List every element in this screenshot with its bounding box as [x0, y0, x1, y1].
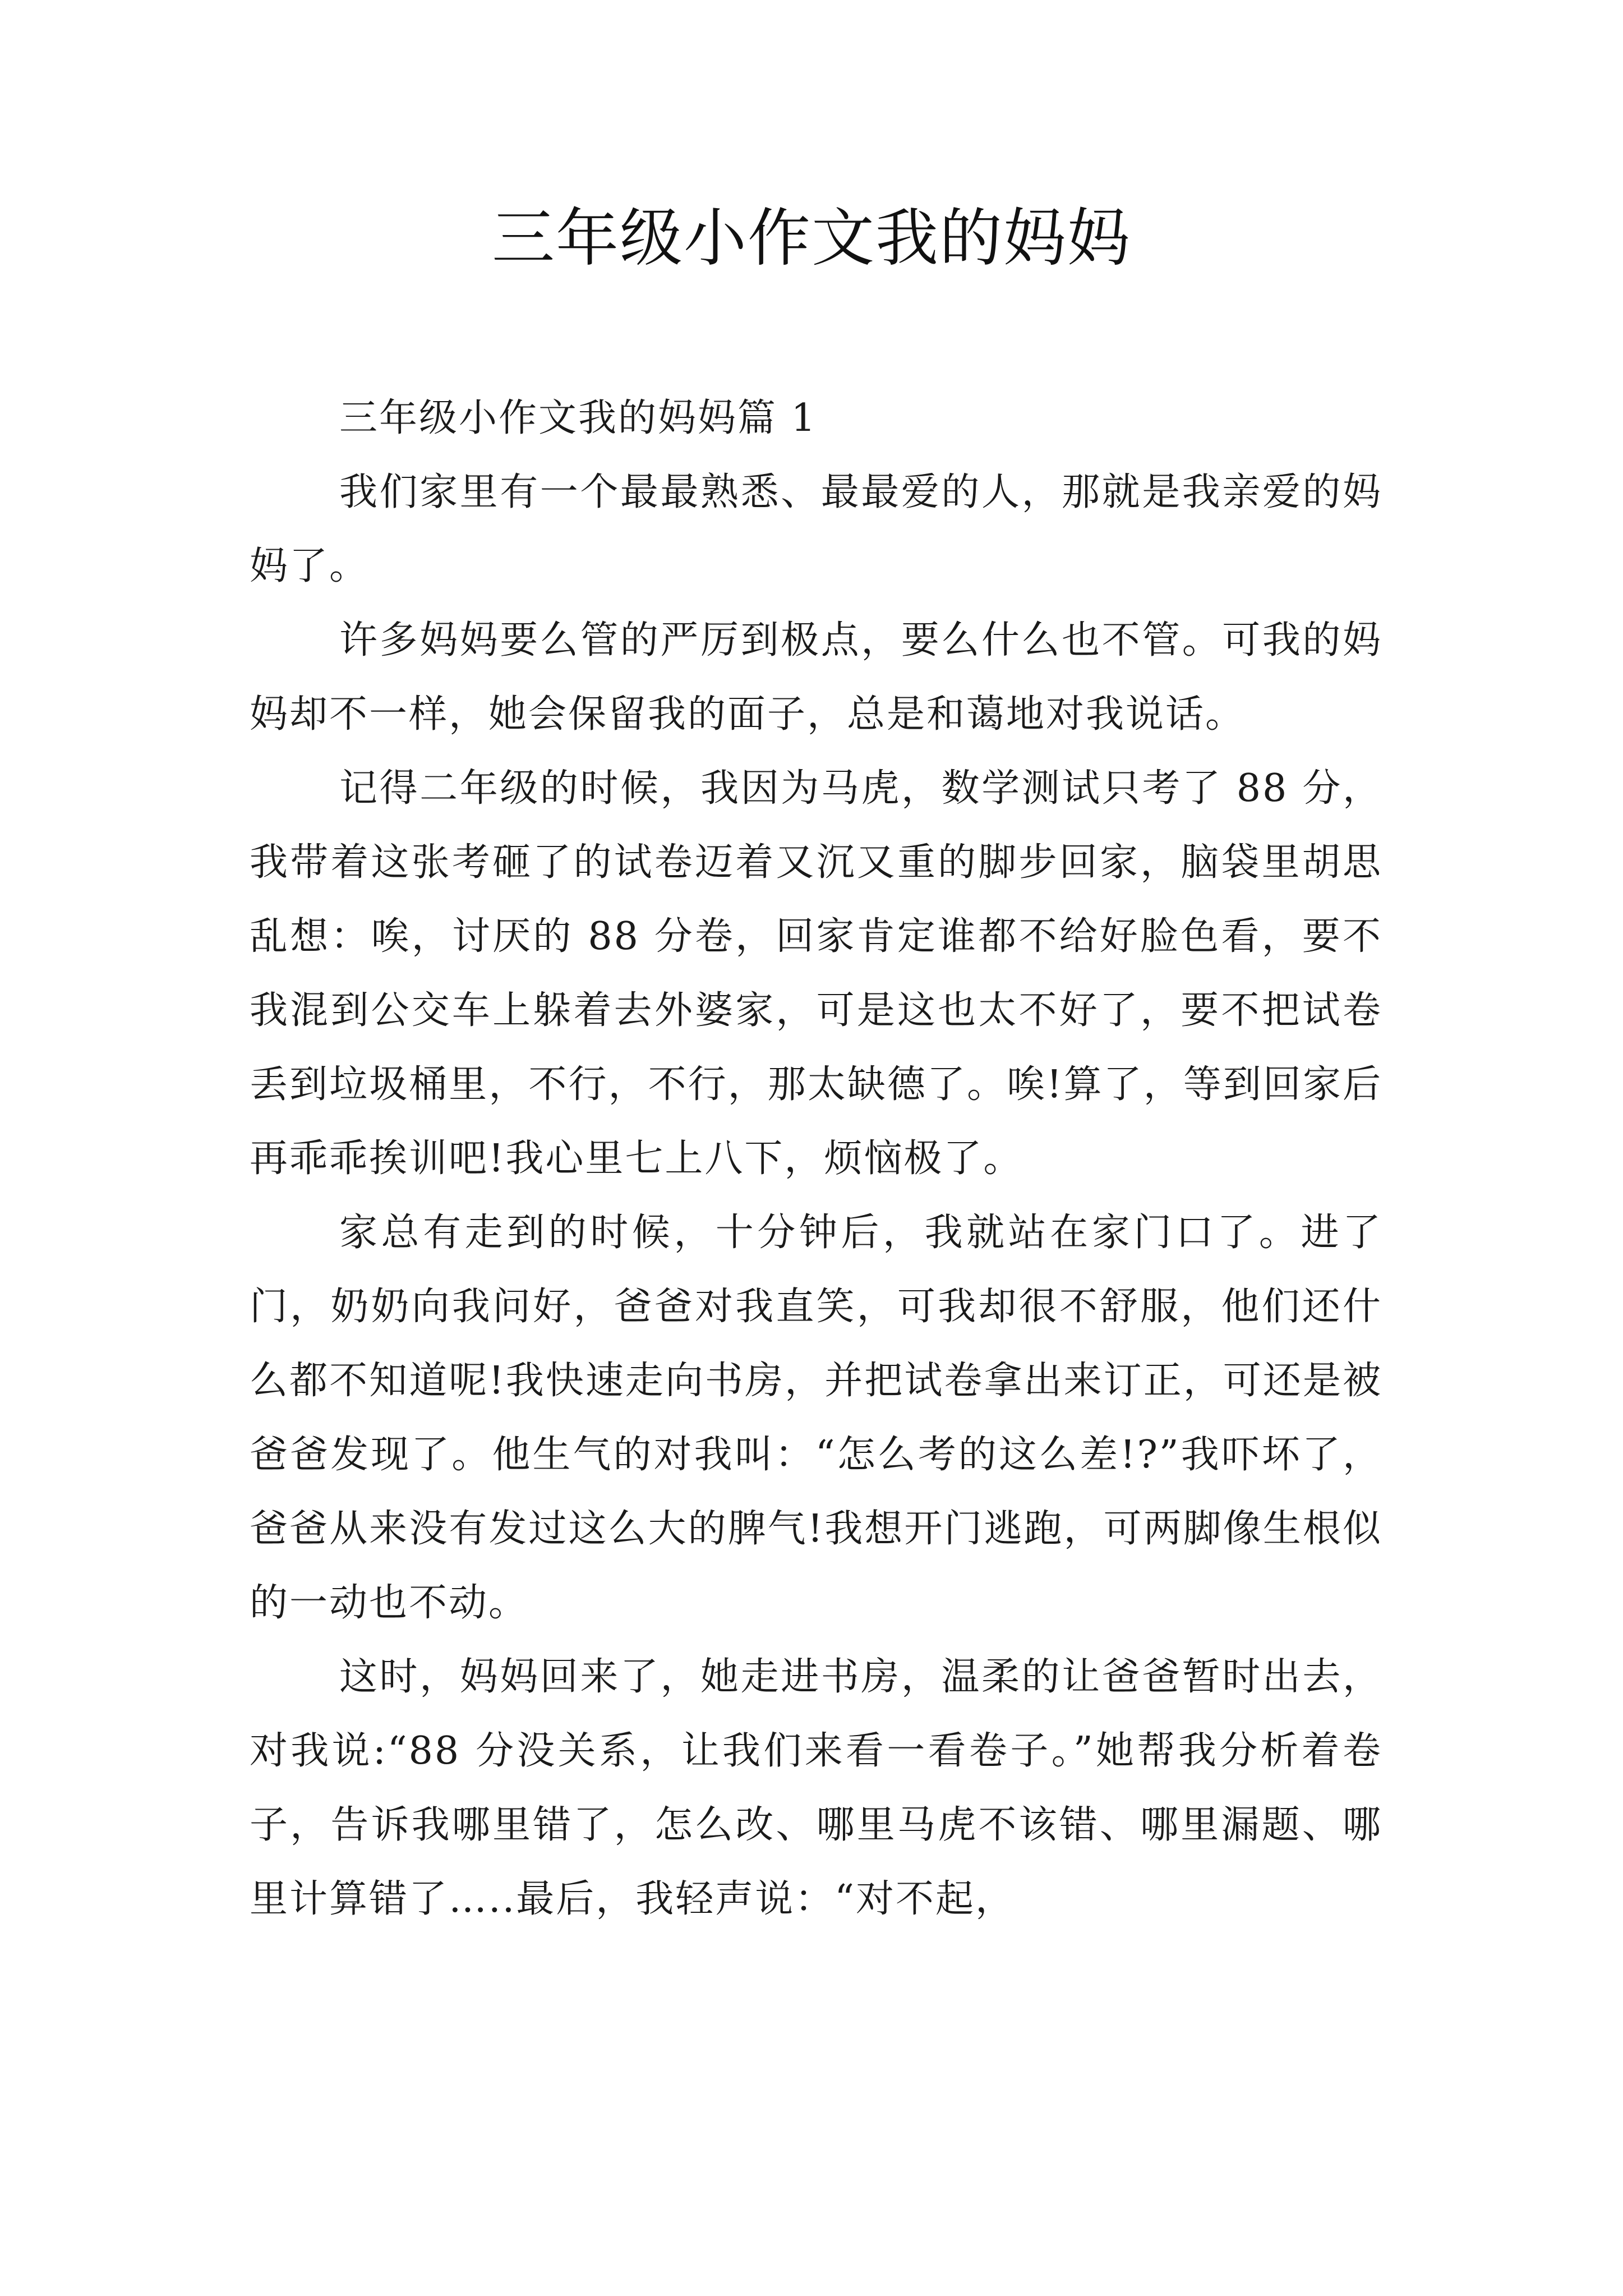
paragraph: 我们家里有一个最最熟悉、最最爱的人，那就是我亲爱的妈妈了。 — [250, 470, 1382, 588]
paragraph: 这时，妈妈回来了，她走进书房，温柔的让爸爸暂时出去，对我说:“88 分没关系，让我们来看一看卷子。”她帮我分析着卷子，告诉我哪里错了，怎么改、哪里马虎不该错、哪里漏题、哪里计算错了…..最后，我轻声说：“对不起， — [250, 1655, 1382, 1921]
paragraph: 记得二年级的时候，我因为马虎，数学测试只考了 88 分，我带着这张考砸了的试卷迈着又沉又重的脚步回家，脑袋里胡思乱想：唉，讨厌的 88 分卷，回家肯定谁都不给好脸色看，要不我混到公交车上躲着去外婆家，可是这也太不好了，要不把试卷丢到垃圾桶里，不行，不行，那太缺德了。唉!算了，等到回家后再乖乖挨训吧!我心里七上八下，烦恼极了。 — [250, 766, 1382, 1181]
document-body — [250, 381, 1382, 1936]
paragraph: 家总有走到的时候，十分钟后，我就站在家门口了。进了门，奶奶向我问好，爸爸对我直笑，可我却很不舒服，他们还什么都不知道呢!我快速走向书房，并把试卷拿出来订正，可还是被爸爸发现了。他生气的对我叫：“怎么考的这么差!?”我吓坏了，爸爸从来没有发过这么大的脾气!我想开门逃跑，可两脚像生根似的一动也不动。 — [250, 1211, 1382, 1625]
document-title: 三年级小作文我的妈妈 — [492, 202, 1131, 275]
section-heading: 三年级小作文我的妈妈篇 1 — [339, 396, 817, 440]
paragraph: 许多妈妈要么管的严厉到极点，要么什么也不管。可我的妈妈却不一样，她会保留我的面子，总是和蔼地对我说话。 — [250, 618, 1382, 737]
